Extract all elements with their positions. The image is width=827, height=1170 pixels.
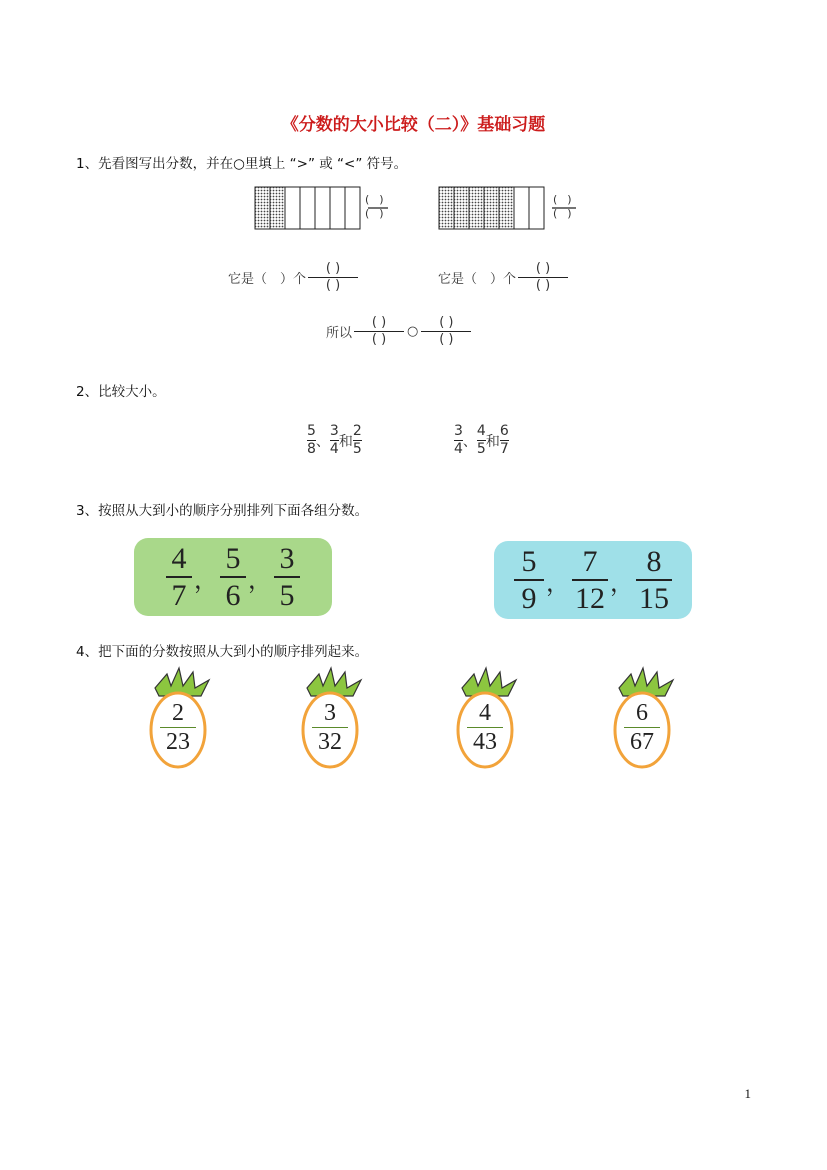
- compare-group-1: $\frac{5}{8}$ 、 $\frac{3}{4}$ 和 $\frac{2}{5}$: [307, 423, 362, 458]
- question-2-label: 2、比较大小。: [76, 384, 166, 400]
- page-title: 《分数的大小比较（二）》基础习题: [281, 115, 546, 135]
- unit-count-right: 它是（ ）个 $\frac{( )}{( )}$: [438, 262, 568, 294]
- fraction-bar-diagram-right: [438, 186, 548, 232]
- unit-count-left: 它是（ ）个 $\frac{( )}{( )}$: [228, 262, 358, 294]
- compare-group-2: $\frac{3}{4}$ 、 $\frac{4}{5}$ 和 $\frac{6}{7}$: [454, 423, 509, 458]
- question-1-label: 1、先看图写出分数，并在○里填上 “>” 或 “<” 符号。: [76, 156, 408, 172]
- pineapple-fraction: $\frac{6}{67}$: [609, 666, 679, 770]
- fraction-card-green: $\frac{4}{7}$ ， $\frac{5}{6}$ ， $\frac{3}{5}$: [134, 538, 332, 616]
- fraction-blank-right: ( ) ( ): [553, 193, 572, 220]
- question-4-label: 4、把下面的分数按照从大到小的顺序排列起来。: [76, 644, 369, 660]
- page-number: 1: [744, 1086, 751, 1101]
- compare-circle[interactable]: ○: [407, 324, 419, 340]
- pineapple-fraction: $\frac{4}{43}$: [452, 666, 522, 770]
- comparison-row: 所以 $\frac{( )}{( )}$ ○ $\frac{( )}{( )}$: [326, 316, 471, 348]
- pineapple-fraction: $\frac{3}{32}$: [297, 666, 367, 770]
- pineapple-fraction: $\frac{2}{23}$: [145, 666, 215, 770]
- fraction-blank-left: ( ) ( ): [365, 193, 384, 220]
- question-3-label: 3、按照从大到小的顺序分别排列下面各组分数。: [76, 503, 369, 519]
- fraction-card-blue: $\frac{5}{9}$ ， $\frac{7}{12}$ ， $\frac{8}{15}$: [494, 541, 692, 619]
